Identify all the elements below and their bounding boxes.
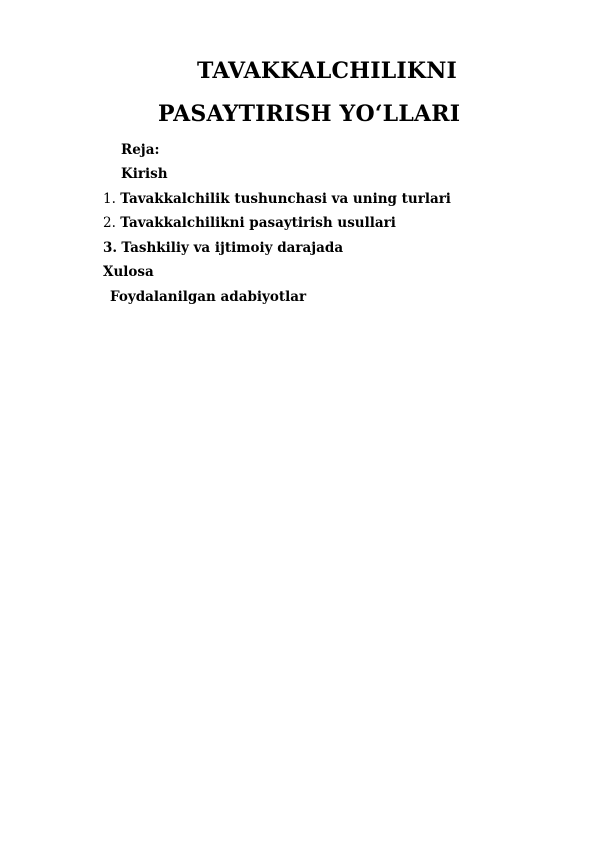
- document-title-line-2: PASAYTIRISH YO‘LLARI: [158, 101, 461, 127]
- plan-item: [103, 239, 343, 257]
- plan-item-text: Tavakkalchilikni pasaytirish usullari: [120, 215, 396, 231]
- plan-item: [103, 214, 396, 232]
- plan-item-number: 1.: [103, 191, 116, 207]
- plan-item-text: Tashkiliy va ijtimoiy darajada: [121, 240, 344, 256]
- plan-conclusion: Xulosa: [103, 264, 154, 280]
- plan-heading: Reja:: [121, 142, 160, 158]
- document-title-line-1: TAVAKKALCHILIKNI: [197, 58, 458, 84]
- plan-references: Foydalanilgan adabiyotlar: [110, 289, 307, 305]
- plan-intro: Kirish: [121, 166, 168, 182]
- plan-item: [103, 190, 451, 208]
- plan-item-text: Tavakkalchilik tushunchasi va uning turlari: [120, 191, 451, 207]
- plan-item-number: 3.: [103, 240, 118, 256]
- plan-item-number: 2.: [103, 215, 116, 231]
